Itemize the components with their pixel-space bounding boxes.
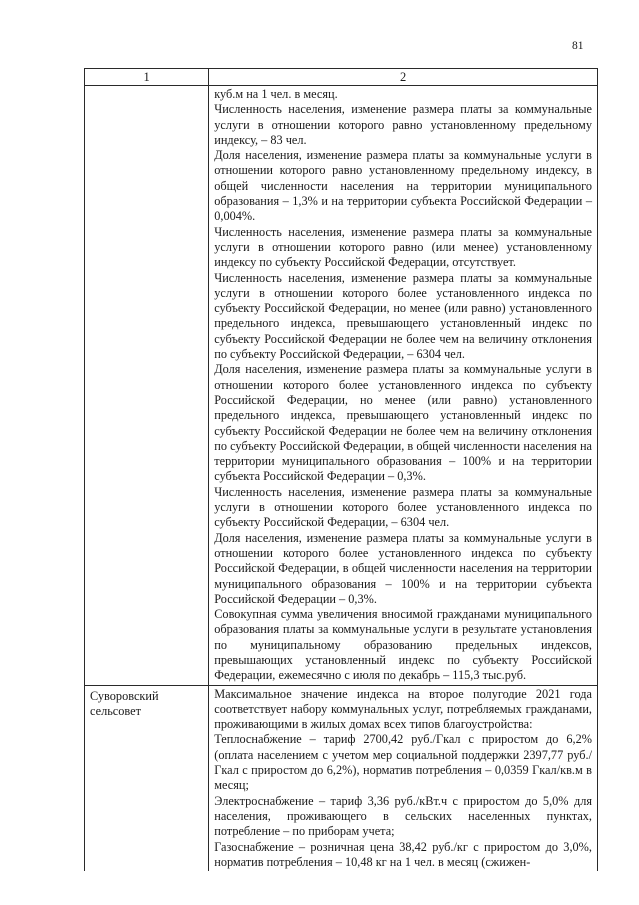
table-header-row <box>85 69 598 86</box>
paragraph: Максимальное значение индекса на второе полугодие 2021 года соответствует набору коммунальных услуг, потребляемых гражданами, проживающими в жилых домах всех типов благоустройства: <box>214 686 592 732</box>
row-label-cell: Суворовский сельсовет <box>85 685 209 871</box>
row-content-cell <box>209 685 598 871</box>
document-table <box>84 68 598 871</box>
table-row <box>85 685 598 871</box>
paragraph: Доля населения, изменение размера платы за коммунальные услуги в отношении которого более установленного индекса по субъекту Российской Федерации, но менее (или равно) установленного предельного индекса, превышающего установленный индекс по субъекту Российской Федерации не более чем на величину отклонения по субъекту Российской Федерации, в общей численности населения на территории муниципального образования – 100% и на территории субъекта Российской Федерации – 0,3%. <box>214 362 592 484</box>
paragraph: Совокупная сумма увеличения вносимой гражданами муниципального образования платы за коммунальные услуги в результате установления по муниципальному образованию предельных индексов, превышающих установленный индекс по субъекту Российской Федерации, ежемесячно с июля по декабрь – 115,3 тыс.руб. <box>214 607 592 683</box>
paragraph: Доля населения, изменение размера платы за коммунальные услуги в отношении которого равно установленному предельному индексу, в общей численности населения на территории муниципального образования – 1,3% и на территории субъекта Российской Федерации – 0,004%. <box>214 148 592 224</box>
paragraph: Электроснабжение – тариф 3,36 руб./кВт.ч с приростом до 5,0% для населения, проживающего в сельских населенных пунктах, потребление – по приборам учета; <box>214 793 592 839</box>
table-row <box>85 86 598 686</box>
page-number: 81 <box>572 40 584 52</box>
paragraph: Численность населения, изменение размера платы за коммунальные услуги в отношении которого более установленного индекса по субъекту Российской Федерации, но менее (или равно) установленного предельного индекса, превышающего установленный индекс по субъекту Российской Федерации не более чем на величину отклонения по субъекту Российской Федерации, – 6304 чел. <box>214 270 592 362</box>
paragraph: Численность населения, изменение размера платы за коммунальные услуги в отношении которого равно установленному предельному индексу, – 83 чел. <box>214 102 592 147</box>
paragraph: Теплоснабжение – тариф 2700,42 руб./Гкал с приростом до 6,2% (оплата населением с учетом мер социальной поддержки 2397,77 руб./Гкал с приростом до 6,2%), норматив потребления – 0,0359 Гкал/кв.м в месяц; <box>214 732 592 793</box>
paragraph: Численность населения, изменение размера платы за коммунальные услуги в отношении которого более установленного индекса по субъекту Российской Федерации, – 6304 чел. <box>214 484 592 530</box>
row-content-cell <box>209 86 598 686</box>
paragraph: Доля населения, изменение размера платы за коммунальные услуги в отношении которого более установленного индекса по субъекту Российской Федерации, в общей численности населения на территории муниципального образования – 100% и на территории субъекта Российской Федерации – 0,3%. <box>214 530 592 606</box>
column-header-2: 2 <box>209 69 598 86</box>
paragraph: куб.м на 1 чел. в месяц. <box>214 87 338 101</box>
paragraph: Численность населения, изменение размера платы за коммунальные услуги в отношении которого равно (или менее) установленному индексу по субъекту Российской Федерации, отсутствует. <box>214 224 592 270</box>
row-label-cell <box>85 86 209 686</box>
paragraph: Газоснабжение – розничная цена 38,42 руб./кг с приростом до 3,0%, норматив потребления – 10,48 кг на 1 чел. в месяц (сжижен- <box>214 839 592 869</box>
column-header-1: 1 <box>85 69 209 86</box>
